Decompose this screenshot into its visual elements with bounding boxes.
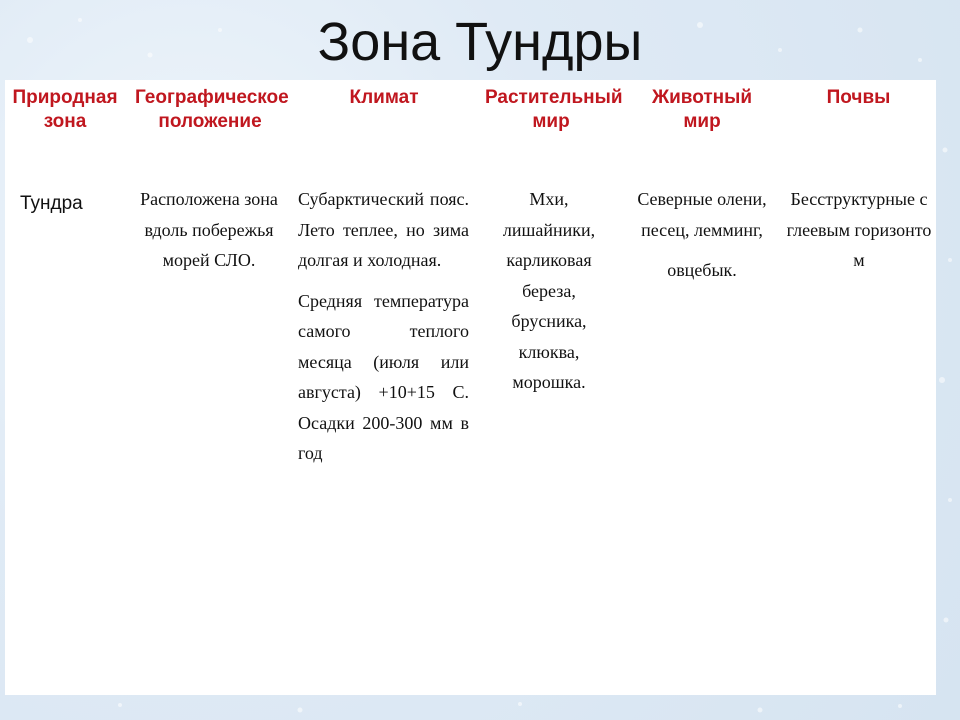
- header-zone: Природная зона: [12, 87, 118, 132]
- climate-paragraph-1: Субарктический пояс. Лето теплее, но зима долгая и холодная.: [298, 189, 469, 270]
- cell-plants: Мхи, лишайники, карликовая береза, брусника, клюква, морошка.: [502, 189, 596, 392]
- cell-geo: Расположена зона вдоль побережья морей СЛО.: [140, 189, 278, 270]
- header-animals: Животный мир: [651, 87, 753, 132]
- cell-soils: Бесструктурные с глеевым горизонтом: [786, 189, 932, 270]
- climate-paragraph-2: Средняя температура самого теплого месяца (июля или августа) +10+15 С. Осадки 200-300 мм в год: [298, 290, 469, 463]
- cell-climate: [298, 184, 469, 469]
- zone-table: [5, 80, 936, 695]
- header-geo: Географическое положение: [135, 87, 289, 132]
- animals-paragraph-1: Северные олени, песец, лемминг,: [637, 189, 767, 240]
- page-title: Зона Тундры: [317, 12, 643, 72]
- header-plants: Растительный мир: [485, 87, 623, 132]
- animals-paragraph-2: овцебык.: [667, 260, 737, 280]
- cell-zone: Тундра: [20, 193, 83, 214]
- header-climate: Климат: [349, 87, 419, 108]
- cell-animals: [632, 184, 772, 286]
- header-soils: Почвы: [826, 87, 891, 108]
